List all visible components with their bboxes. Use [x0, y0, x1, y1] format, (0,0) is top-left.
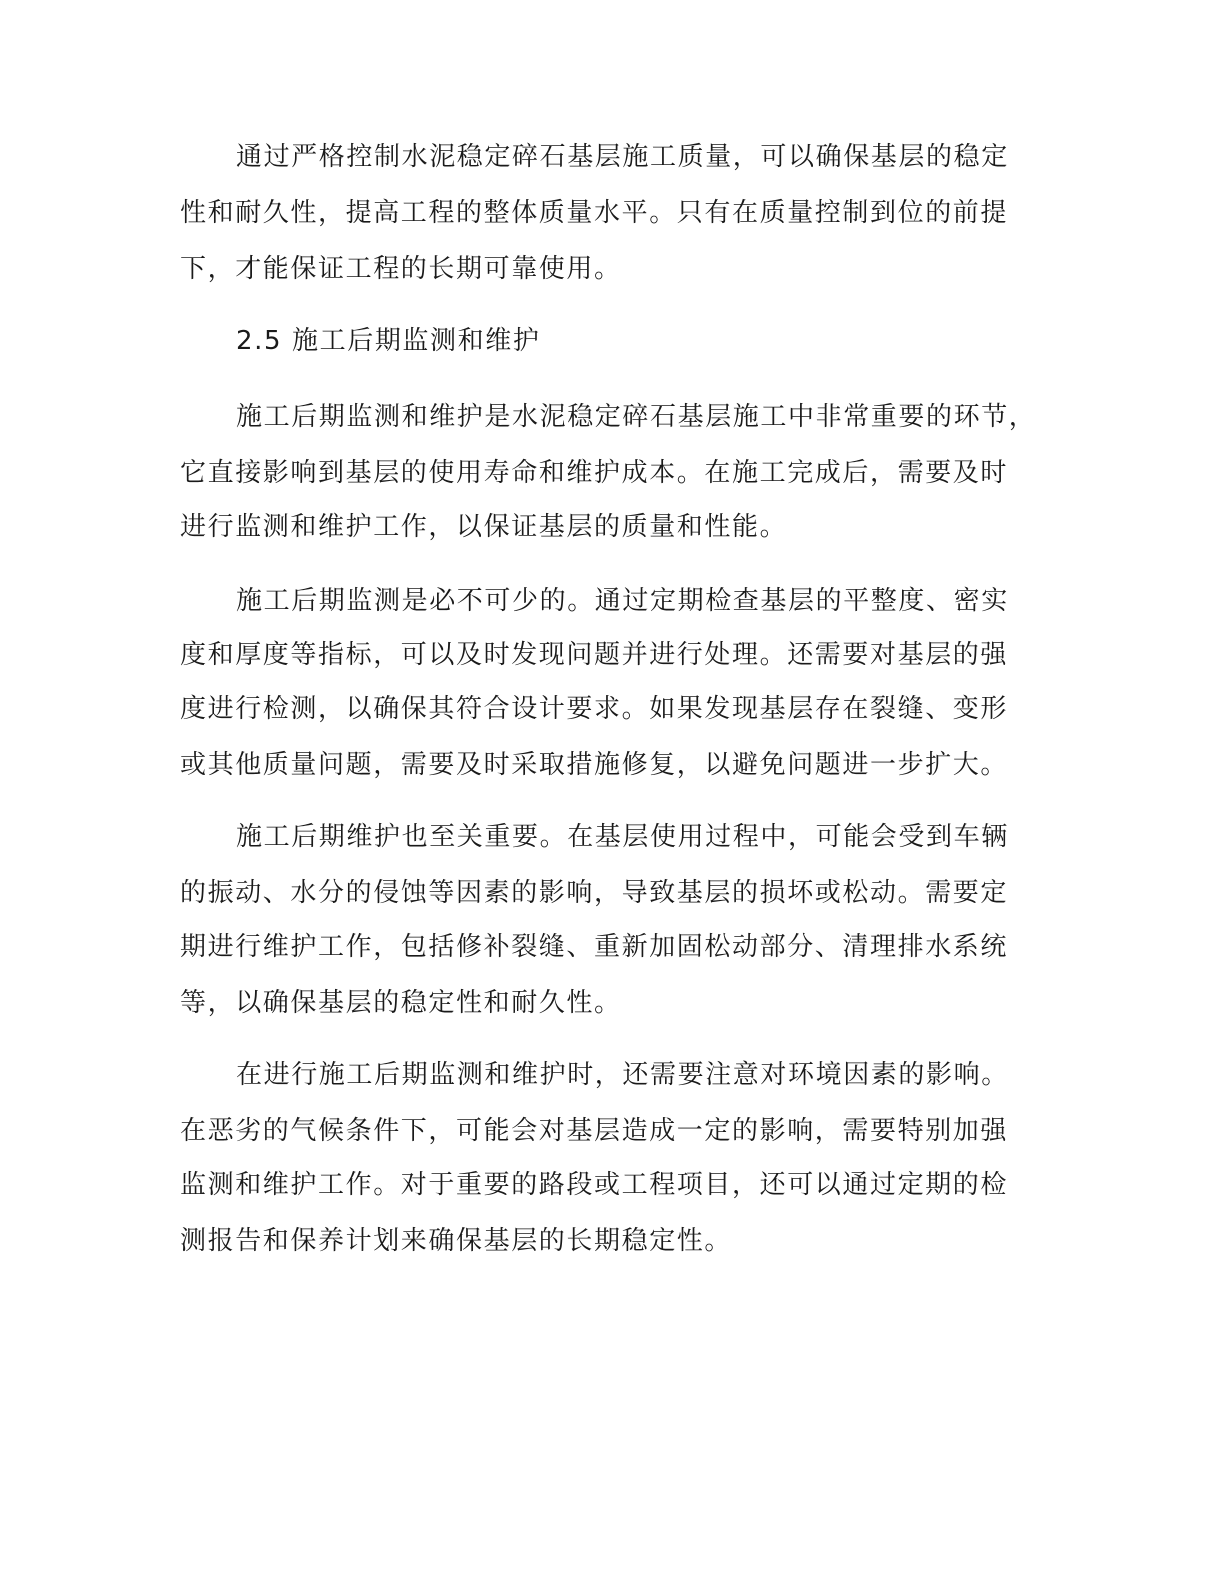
paragraph-4-line-3: 度进行检测，以确保其符合设计要求。如果发现基层存在裂缝、变形: [180, 694, 1009, 724]
paragraph-6-line-4: 测报告和保养计划来确保基层的长期稳定性。: [180, 1226, 733, 1256]
paragraph-1-line-2: 性和耐久性，提高工程的整体质量水平。只有在质量控制到位的前提: [180, 198, 1009, 228]
paragraph-3-line-1: 施工后期监测和维护是水泥稳定碎石基层施工中非常重要的环节，: [236, 402, 1037, 432]
paragraph-1-line-3: 下，才能保证工程的长期可靠使用。: [180, 254, 622, 284]
paragraph-1-line-1: 通过严格控制水泥稳定碎石基层施工质量，可以确保基层的稳定: [236, 142, 1009, 172]
paragraph-6-line-1: 在进行施工后期监测和维护时，还需要注意对环境因素的影响。: [236, 1060, 1009, 1090]
paragraph-5-line-2: 的振动、水分的侵蚀等因素的影响，导致基层的损坏或松动。需要定: [180, 878, 1009, 908]
paragraph-3-line-3: 进行监测和维护工作，以保证基层的质量和性能。: [180, 512, 788, 542]
section-heading: 2.5 施工后期监测和维护: [236, 326, 541, 356]
paragraph-3-line-2: 它直接影响到基层的使用寿命和维护成本。在施工完成后，需要及时: [180, 458, 1009, 488]
paragraph-4-line-1: 施工后期监测是必不可少的。通过定期检查基层的平整度、密实: [236, 586, 1009, 616]
paragraph-5-line-1: 施工后期维护也至关重要。在基层使用过程中，可能会受到车辆: [236, 822, 1009, 852]
paragraph-4-line-2: 度和厚度等指标，可以及时发现问题并进行处理。还需要对基层的强: [180, 640, 1009, 670]
paragraph-6-line-2: 在恶劣的气候条件下，可能会对基层造成一定的影响，需要特别加强: [180, 1116, 1009, 1146]
paragraph-5-line-4: 等，以确保基层的稳定性和耐久性。: [180, 988, 622, 1018]
paragraph-5-line-3: 期进行维护工作，包括修补裂缝、重新加固松动部分、清理排水系统: [180, 932, 1009, 962]
paragraph-4-line-4: 或其他质量问题，需要及时采取措施修复，以避免问题进一步扩大。: [180, 750, 1009, 780]
paragraph-6-line-3: 监测和维护工作。对于重要的路段或工程项目，还可以通过定期的检: [180, 1170, 1009, 1200]
